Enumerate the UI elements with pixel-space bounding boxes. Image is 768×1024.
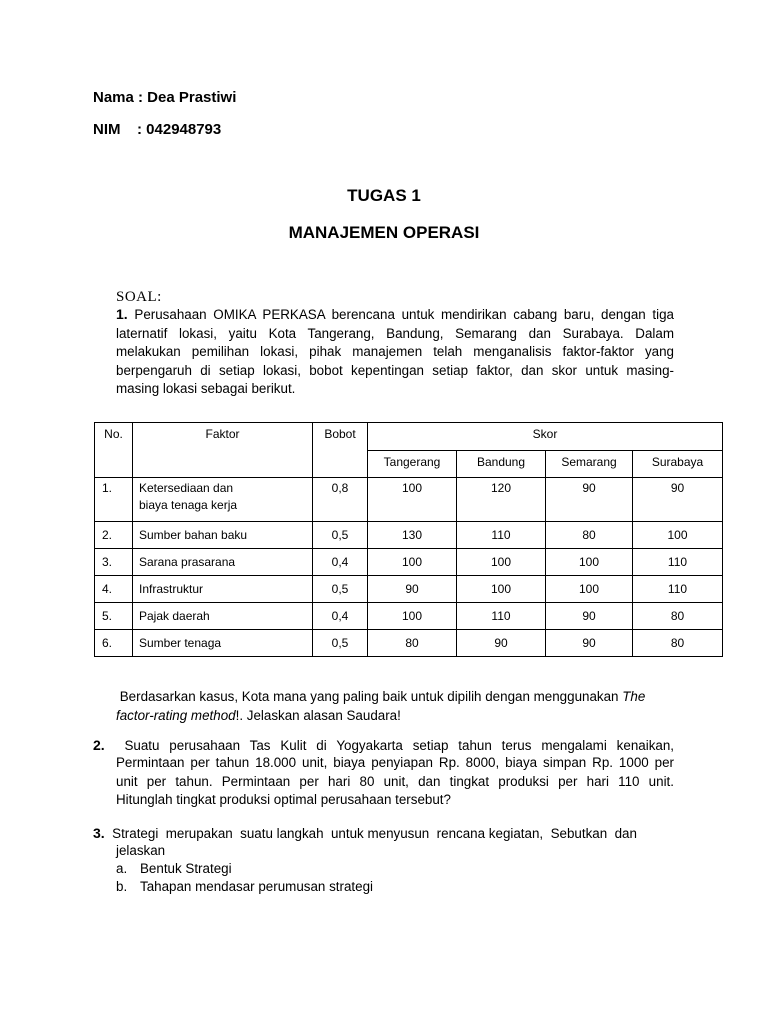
cell-score: 100 bbox=[368, 603, 457, 630]
cell-score: 110 bbox=[457, 522, 546, 549]
question-3-number: 3. bbox=[93, 825, 105, 841]
question-1-line: melakukan pemilihan lokasi, pihak manajemen telah menganalisis faktor-faktor yang bbox=[116, 344, 674, 359]
question-3 bbox=[93, 824, 663, 844]
cell-score: 90 bbox=[546, 603, 633, 630]
question-1-line: laternatif lokasi, yaitu Kota Tangerang, Bandung, Semarang dan Surabaya. Dalam bbox=[116, 325, 674, 341]
cell-score: 90 bbox=[457, 630, 546, 657]
cell-score: 100 bbox=[546, 576, 633, 603]
question-2-line: Permintaan per tahun 18.000 unit, biaya penyiapan Rp. 8000, biaya simpan Rp. 1000 per bbox=[116, 755, 674, 770]
cell-bobot: 0,4 bbox=[313, 603, 368, 630]
document-title: TUGAS 1 bbox=[347, 186, 421, 205]
cell-score: 90 bbox=[633, 478, 723, 522]
cell-faktor: Sarana prasarana bbox=[133, 549, 313, 576]
header-faktor: Faktor bbox=[133, 423, 313, 478]
cell-score: 100 bbox=[457, 549, 546, 576]
question-3-line: Strategi merupakan suatu langkah untuk menyusun rencana kegiatan, Sebutkan dan bbox=[112, 826, 637, 841]
cell-score: 100 bbox=[546, 549, 633, 576]
cell-score: 110 bbox=[457, 603, 546, 630]
factor-score-table bbox=[94, 422, 723, 657]
question-1-line: berpengaruh di setiap lokasi, bobot kepentingan setiap faktor, dan skor untuk masing- bbox=[116, 362, 674, 378]
question-3-item bbox=[116, 861, 232, 876]
header-skor: Skor bbox=[368, 423, 723, 451]
question-3-line: jelaskan bbox=[116, 843, 166, 858]
cell-score: 90 bbox=[546, 630, 633, 657]
student-name: Nama : Dea Prastiwi bbox=[93, 89, 237, 106]
cell-score: 80 bbox=[368, 630, 457, 657]
cell-score: 110 bbox=[633, 576, 723, 603]
item-text: Bentuk Strategi bbox=[140, 861, 232, 876]
header-tangerang: Tangerang bbox=[368, 450, 457, 478]
cell-score: 130 bbox=[368, 522, 457, 549]
table-row bbox=[95, 549, 723, 576]
followup-italic: The bbox=[622, 689, 646, 704]
question-2-line: Hitunglah tingkat produksi optimal perusahaan tersebut? bbox=[116, 792, 451, 807]
header-semarang: Semarang bbox=[546, 450, 633, 478]
cell-score: 120 bbox=[457, 478, 546, 522]
cell-score: 100 bbox=[633, 522, 723, 549]
cell-bobot: 0,5 bbox=[313, 522, 368, 549]
cell-bobot: 0,5 bbox=[313, 576, 368, 603]
item-text: Tahapan mendasar perumusan strategi bbox=[140, 879, 373, 894]
student-nim bbox=[93, 121, 221, 138]
cell-faktor bbox=[133, 478, 313, 522]
soal-heading: SOAL: bbox=[116, 289, 162, 305]
table-row bbox=[95, 576, 723, 603]
question-2-line: Suatu perusahaan Tas Kulit di Yogyakarta setiap tahun terus mengalami kenaikan, bbox=[124, 738, 674, 753]
table-row bbox=[95, 603, 723, 630]
cell-faktor: Sumber bahan baku bbox=[133, 522, 313, 549]
header-bobot: Bobot bbox=[313, 423, 368, 478]
cell-score: 90 bbox=[368, 576, 457, 603]
cell-score: 100 bbox=[368, 478, 457, 522]
followup-text: Berdasarkan kasus, Kota mana yang paling baik untuk dipilih dengan menggunakan bbox=[119, 689, 623, 704]
nim-value: : 042948793 bbox=[137, 121, 222, 138]
cell-faktor-line: biaya tenaga kerja bbox=[139, 498, 238, 512]
cell-faktor: Infrastruktur bbox=[133, 576, 313, 603]
cell-no: 5. bbox=[95, 603, 133, 630]
question-1-followup bbox=[116, 688, 676, 725]
header-surabaya: Surabaya bbox=[633, 450, 723, 478]
table-row bbox=[95, 630, 723, 657]
cell-no: 1. bbox=[95, 478, 133, 522]
header-no: No. bbox=[95, 423, 133, 478]
cell-faktor: Pajak daerah bbox=[133, 603, 313, 630]
item-marker: b. bbox=[116, 879, 128, 894]
cell-no: 3. bbox=[95, 549, 133, 576]
cell-faktor-line: Ketersediaan dan bbox=[139, 481, 234, 495]
cell-bobot: 0,5 bbox=[313, 630, 368, 657]
cell-bobot: 0,8 bbox=[313, 478, 368, 522]
cell-score: 100 bbox=[368, 549, 457, 576]
cell-score: 80 bbox=[633, 603, 723, 630]
cell-faktor: Sumber tenaga bbox=[133, 630, 313, 657]
document-subtitle: MANAJEMEN OPERASI bbox=[288, 223, 480, 242]
table-row bbox=[95, 522, 723, 549]
cell-score: 90 bbox=[546, 478, 633, 522]
header-bandung: Bandung bbox=[457, 450, 546, 478]
followup-text: !. Jelaskan alasan Saudara! bbox=[235, 707, 401, 723]
item-marker: a. bbox=[116, 861, 128, 876]
question-1-line: Perusahaan OMIKA PERKASA berencana untuk mendirikan cabang baru, dengan tiga bbox=[134, 307, 674, 322]
question-2-body bbox=[116, 754, 674, 810]
question-2 bbox=[93, 736, 674, 756]
cell-score: 80 bbox=[546, 522, 633, 549]
cell-no: 6. bbox=[95, 630, 133, 657]
question-3-item bbox=[116, 879, 373, 894]
question-1 bbox=[116, 305, 674, 399]
cell-score: 80 bbox=[633, 630, 723, 657]
cell-score: 110 bbox=[633, 549, 723, 576]
cell-no: 2. bbox=[95, 522, 133, 549]
question-1-line: masing lokasi sebagai berikut. bbox=[116, 381, 296, 396]
cell-bobot: 0,4 bbox=[313, 549, 368, 576]
nim-label: NIM bbox=[93, 121, 121, 138]
cell-score: 100 bbox=[457, 576, 546, 603]
question-2-line: unit per tahun. Permintaan per hari 80 unit, dan tingkat produksi per hari 110 unit. bbox=[116, 773, 674, 789]
cell-no: 4. bbox=[95, 576, 133, 603]
question-2-number: 2. bbox=[93, 737, 105, 753]
question-1-number: 1. bbox=[116, 306, 128, 322]
table-row bbox=[95, 478, 723, 522]
followup-italic: factor-rating method bbox=[116, 707, 236, 723]
